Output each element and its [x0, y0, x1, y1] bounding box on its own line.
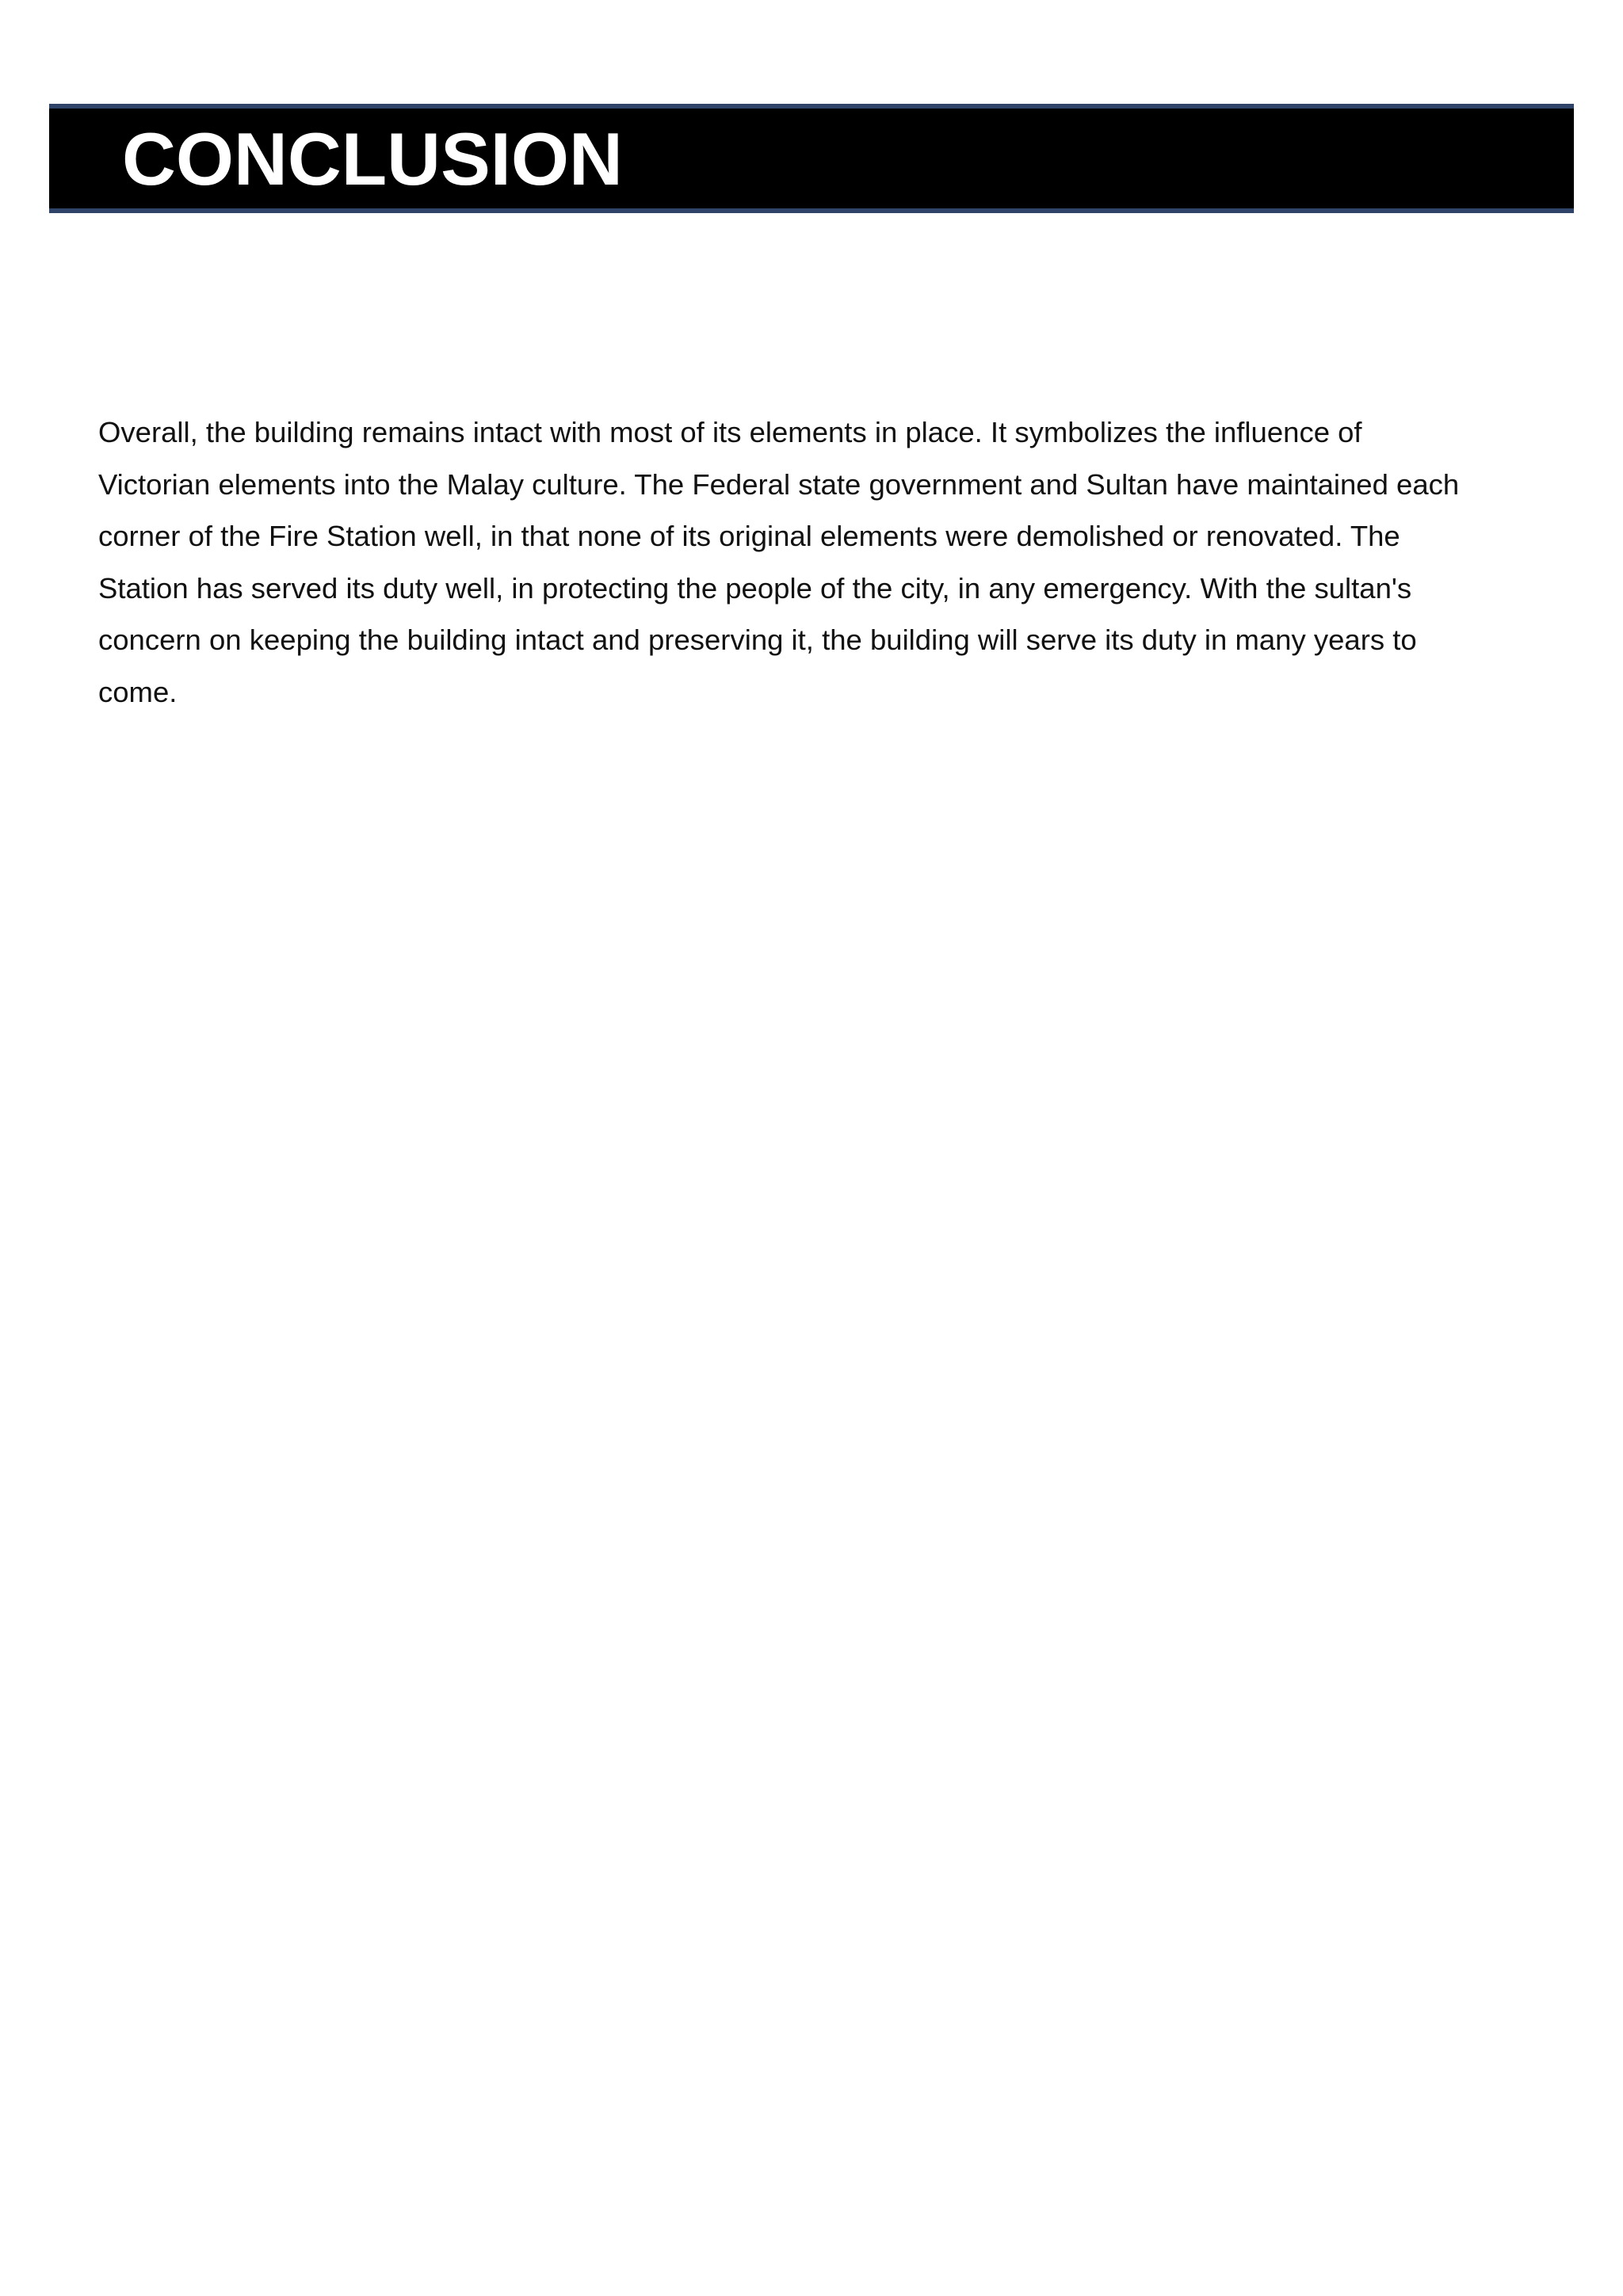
paragraph-line: corner of the Fire Station well, in that none of its original elements were demolished or renovated. The [98, 520, 1400, 552]
section-title-bar [49, 104, 1574, 213]
paragraph-line: Station has served its duty well, in protecting the people of the city, in any emergency. With the sultan's [98, 571, 1412, 605]
paragraph-line: Overall, the building remains intact with most of its elements in place. It symbolizes the influence of [98, 416, 1362, 448]
section-title: CONCLUSION [122, 117, 623, 200]
paragraph-line: concern on keeping the building intact and preserving it, the building will serve its duty in many years to [98, 624, 1417, 656]
paragraph-line: come. [98, 675, 178, 708]
paragraph-line: Victorian elements into the Malay culture. The Federal state government and Sultan have maintained each [98, 467, 1460, 501]
conclusion-paragraph [98, 406, 1525, 718]
